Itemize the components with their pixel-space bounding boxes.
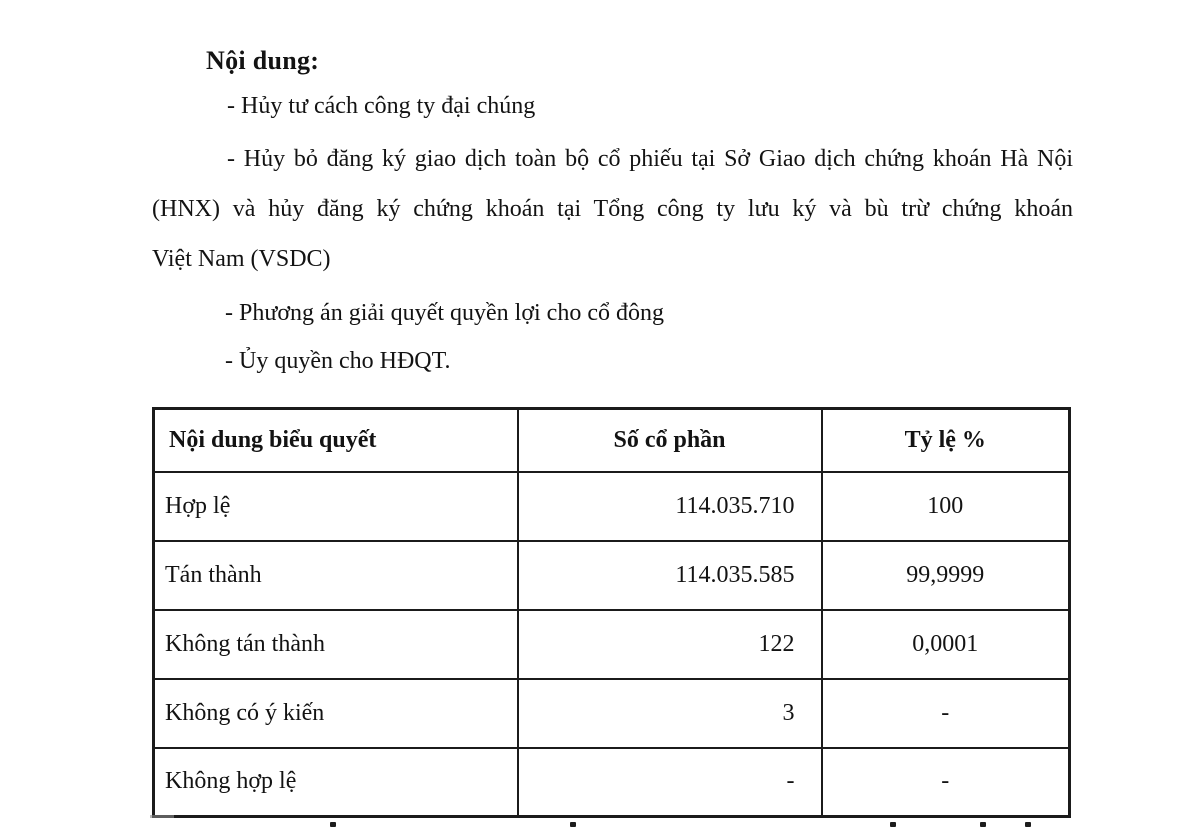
paragraph-line: (HNX) và hủy đăng ký chứng khoán tại Tổng công ty lưu ký và bù trừ chứng khoán [152, 196, 1073, 222]
row-label: Không hợp lệ [154, 748, 518, 817]
row-label: Không có ý kiến [154, 679, 518, 748]
percent-value: - [822, 679, 1070, 748]
shares-value: 114.035.585 [518, 541, 822, 610]
table-row [154, 472, 1070, 541]
row-label: Không tán thành [154, 610, 518, 679]
bullet-item: - Phương án giải quyết quyền lợi cho cổ đông [225, 300, 664, 326]
shares-value: - [518, 748, 822, 817]
column-header-shares: Số cổ phần [518, 409, 822, 472]
vote-results-table [152, 407, 1071, 818]
paragraph-line: - Hủy bỏ đăng ký giao dịch toàn bộ cổ phiếu tại Sở Giao dịch chứng khoán Hà Nội [227, 146, 1073, 172]
row-label: Tán thành [154, 541, 518, 610]
percent-value: 0,0001 [822, 610, 1070, 679]
table-row [154, 679, 1070, 748]
bullet-item: - Ủy quyền cho HĐQT. [225, 348, 451, 374]
table-row [154, 541, 1070, 610]
percent-value: 99,9999 [822, 541, 1070, 610]
percent-value: - [822, 748, 1070, 817]
paragraph-line: Việt Nam (VSDC) [152, 246, 331, 272]
bullet-item: - Hủy tư cách công ty đại chúng [227, 93, 536, 119]
shares-value: 122 [518, 610, 822, 679]
shares-value: 3 [518, 679, 822, 748]
shares-value: 114.035.710 [518, 472, 822, 541]
column-header-percent: Tỷ lệ % [822, 409, 1070, 472]
cutoff-text-marks [0, 821, 1182, 827]
percent-value: 100 [822, 472, 1070, 541]
table-header-row [154, 409, 1070, 472]
table-row [154, 610, 1070, 679]
row-label: Hợp lệ [154, 472, 518, 541]
scan-smudge [150, 815, 174, 818]
section-heading: Nội dung: [206, 46, 320, 75]
table-row [154, 748, 1070, 817]
column-header-content: Nội dung biểu quyết [154, 409, 518, 472]
